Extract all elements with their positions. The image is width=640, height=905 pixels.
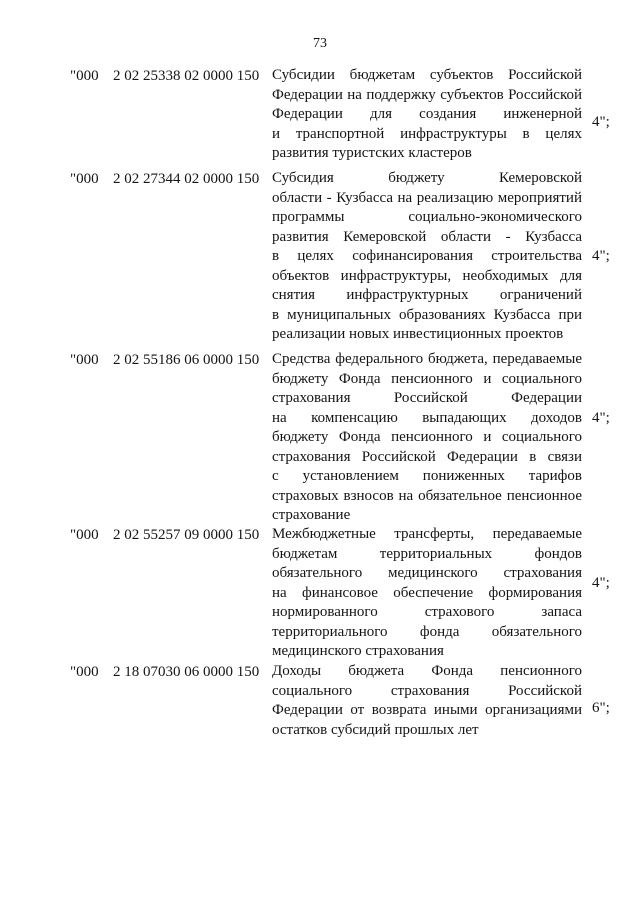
description-line: на финансовое обеспечение формирования [272,584,582,601]
description-line: территориального фонда обязательного [272,623,582,640]
entry-suffix: 4"; [592,248,610,264]
entry-prefix: "000 [70,664,99,680]
description-line: и транспортной инфраструктуры в целях [272,125,582,142]
entry-prefix: "000 [70,68,99,84]
description-line: развития Кемеровской области - Кузбасса [272,228,582,245]
description-line: страхования Российской Федерации в связи [272,448,582,465]
entry-description [272,66,582,164]
description-line: программы социально-экономического [272,209,582,225]
entry-description [272,350,582,526]
entry-description [272,525,582,662]
description-line: Субсидия бюджету Кемеровской [272,170,582,186]
description-line: медицинского страхования [272,643,444,659]
description-line: снятия инфраструктурных ограничений [272,287,582,303]
description-line: развития туристских кластеров [272,145,472,161]
description-line: Субсидии бюджетам субъектов Российской [272,67,582,83]
entry-suffix: 4"; [592,114,610,130]
description-line: с установлением пониженных тарифов [272,468,582,484]
entry-prefix: "000 [70,352,99,368]
description-line: бюджету Фонда пенсионного и социального [272,370,582,387]
description-line: страхования Российской Федерации [272,390,582,406]
entry-description [272,169,582,345]
description-line: Средства федерального бюджета, передаваемые [272,351,582,367]
entry-description [272,662,582,740]
entry-suffix: 4"; [592,575,610,591]
description-line: страхование [272,507,351,523]
description-line: объектов инфраструктуры, необходимых для [272,267,582,284]
description-line: области - Кузбасса на реализацию мероприятий [272,189,582,206]
description-line: остатков субсидий прошлых лет [272,721,479,738]
description-line: страховых взносов на обязательное пенсионное [272,487,582,504]
description-line: бюджету Фонда пенсионного и социального [272,429,582,445]
description-line: Доходы бюджета Фонда пенсионного [272,663,582,679]
entry-prefix: "000 [70,171,99,187]
entry-suffix: 6"; [592,700,610,716]
description-line: Федерации на поддержку субъектов Российской [272,86,582,103]
description-line: в целях софинансирования строительства [272,248,582,264]
description-line: бюджетам территориальных фондов [272,545,582,562]
description-line: Федерации от возврата иными организациями [272,702,582,718]
budget-classification-code: 2 02 25338 02 0000 150 [113,68,260,84]
description-line: нормированного страхового запаса [272,604,582,620]
budget-classification-code: 2 02 55186 06 0000 150 [113,352,260,368]
description-line: социального страхования Российской [272,682,582,699]
budget-classification-code: 2 02 55257 09 0000 150 [113,527,260,543]
budget-classification-code: 2 18 07030 06 0000 150 [113,664,260,680]
description-line: обязательного медицинского страхования [272,565,582,581]
entry-prefix: "000 [70,527,99,543]
description-line: Межбюджетные трансферты, передаваемые [272,526,582,542]
description-line: на компенсацию выпадающих доходов [272,409,582,426]
description-line: реализации новых инвестиционных проектов [272,326,564,342]
description-line: Федерации для создания инженерной [272,106,582,122]
entry-suffix: 4"; [592,410,610,426]
description-line: в муниципальных образованиях Кузбасса при [272,306,582,323]
budget-classification-code: 2 02 27344 02 0000 150 [113,171,260,187]
page-number: 73 [313,36,327,51]
